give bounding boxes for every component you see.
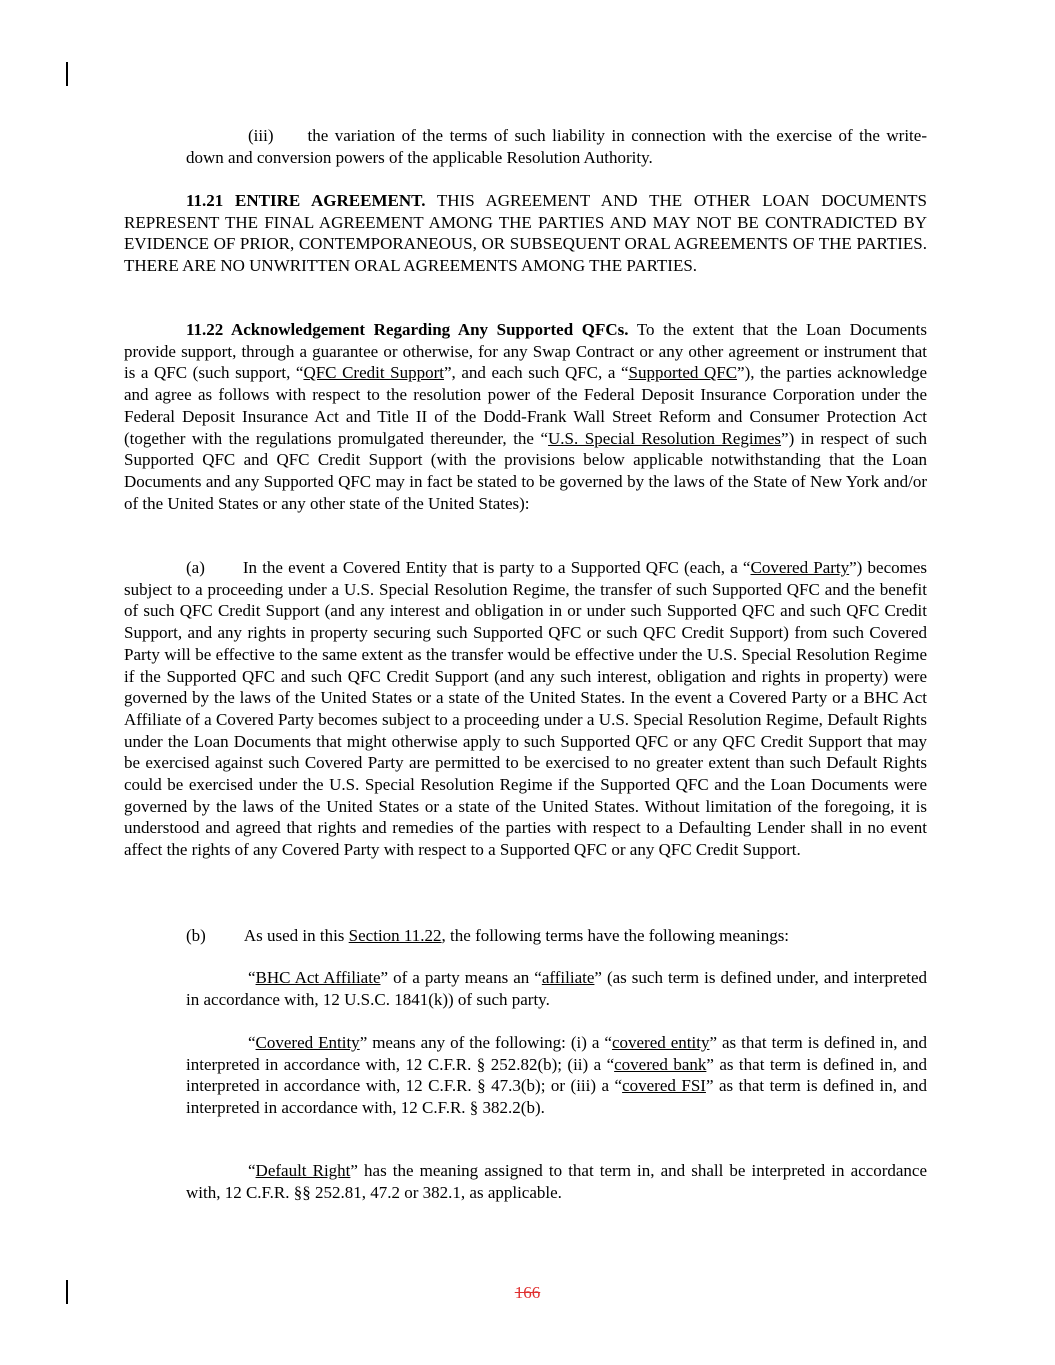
definition-text: ” means any of the following: (i) a “ [359,1033,612,1052]
definition-text: ” as that term is defined in, and interpreted in accordance with, 12 C.F.R. § 382.2(b). [186,1076,927,1118]
defined-term: Covered Entity [255,1033,360,1052]
definition-text: ” as that term is defined in, and interpreted in accordance with, 12 C.F.R. § 47.3(b); or (iii) a “ [186,1054,928,1096]
section-11-22 [124,319,927,514]
defined-term: affiliate [541,968,595,987]
change-bar-top [66,62,68,86]
paragraph-marker: (iii) [248,126,274,145]
defined-term: BHC Act Affiliate [255,968,381,987]
defined-term: covered entity [611,1033,710,1052]
defined-term: Covered Party [750,558,850,577]
section-reference: Section 11.22 [348,926,442,945]
paragraph-text: , the following terms have the following meanings: [441,926,790,945]
page-number: 166 [514,1283,541,1302]
paragraph-text: As used in this [243,926,349,945]
defined-term: U.S. Special Resolution Regimes [548,428,782,448]
section-heading: 11.21 ENTIRE AGREEMENT. [186,191,426,210]
definition-default-right [186,1160,927,1203]
paragraph-text: the variation of the terms of such liability in connection with the exercise of the write-down and conversion powers of the applicable Resolution Authority. [186,126,927,167]
quote-mark: “ [248,1033,256,1052]
quote-mark: “ [248,968,256,987]
defined-term: Supported QFC [628,363,738,383]
section-text: To the extent that the Loan Documents provide support, through a guarantee or otherwise, for any Swap Contract or any other agreement or instrument that is a QFC (such support, “ [124,320,927,383]
definition-text: ” has the meaning assigned to that term in, and shall be interpreted in accordance with, 12 C.F.R. §§ 252.81, 47.2 or 382.1, as applicable. [186,1161,927,1202]
section-11-21 [124,190,927,277]
defined-term: covered bank [614,1054,707,1074]
paragraph-text: In the event a Covered Entity that is party to a Supported QFC (each, a “ [242,558,751,577]
definition-bhc-act-affiliate [186,967,927,1010]
defined-term: covered FSI [622,1076,706,1096]
definition-text: ” of a party means an “ [380,968,542,987]
section-text: ”, and each such QFC, a “ [444,363,629,383]
paragraph-marker: (b) [186,926,206,945]
paragraph-iii [186,125,927,168]
defined-term: Default Right [255,1161,351,1180]
section-text: ”), the parties acknowledge and agree as follows with respect to the resolution power of the Federal Deposit Insurance Corporation under the Federal Deposit Insurance Act and Title II of the Dodd-Frank Wall Street Reform and Consumer Protection Act (together with the regulations promulgated thereunder, the “ [124,363,927,448]
section-text: THIS AGREEMENT AND THE OTHER LOAN DOCUMENTS REPRESENT THE FINAL AGREEMENT AMONG THE PARTIES AND MAY NOT BE CONTRADICTED BY EVIDENCE OF PRIOR, CONTEMPORANEOUS, OR SUBSEQUENT ORAL AGREEMENTS OF THE PARTIES. THERE ARE NO UNWRITTEN ORAL AGREEMENTS AMONG THE PARTIES. [124,191,927,276]
definition-text: ” as that term is defined in, and interpreted in accordance with, 12 C.F.R. § 252.82(b); (ii) a “ [186,1033,928,1074]
paragraph-text: ”) becomes subject to a proceeding under a U.S. Special Resolution Regime, the transfer of such Supported QFC and the benefit of such QFC Credit Support (and any interest and obligation in or under such Supported QFC and such QFC Credit Support, and any rights in property securing such Supported QFC or such QFC Credit Support) from such Covered Party will be effective to the same extent as the transfer would be effective under the U.S. Special Resolution Regime if the Supported QFC and such QFC Credit Support (and any such interest, obligation and rights in property) were governed by the laws of the United States or a state of the United States. In the event a Covered Party or a BHC Act Affiliate of a Covered Party becomes subject to a proceeding under a U.S. Special Resolution Regime, Default Rights under the Loan Documents that might otherwise apply to such Supported QFC or any QFC Credit Support that may be exercised against such Covered Party are permitted to be exercised to no greater extent than such Default Rights could be exercised under the U.S. Special Resolution Regime if the Supported QFC and the Loan Documents were governed by the laws of the United States or a state of the United States. Without limitation of the foregoing, it is understood and agreed that rights and remedies of the parties with respect to a Defaulting Lender shall in no event affect the rights of any Covered Party with respect to a Supported QFC or any QFC Credit Support. [124,558,927,860]
definition-text: ” (as such term is defined under, and interpreted in accordance with, 12 U.S.C. 1841(k)) of such party. [186,968,928,1009]
paragraph-b [124,925,927,947]
section-heading: 11.22 Acknowledgement Regarding Any Supported QFCs. [186,320,629,339]
paragraph-a [124,557,927,861]
paragraph-marker: (a) [186,558,205,577]
defined-term: QFC Credit Support [303,363,445,383]
quote-mark: “ [248,1161,256,1180]
section-text: ”) in respect of such Supported QFC and QFC Credit Support (with the provisions below applicable notwithstanding that the Loan Documents and any Supported QFC may in fact be stated to be governed by the laws of the State of New York and/or of the United States or any other state of the United States): [124,428,928,513]
definition-covered-entity [186,1032,927,1119]
